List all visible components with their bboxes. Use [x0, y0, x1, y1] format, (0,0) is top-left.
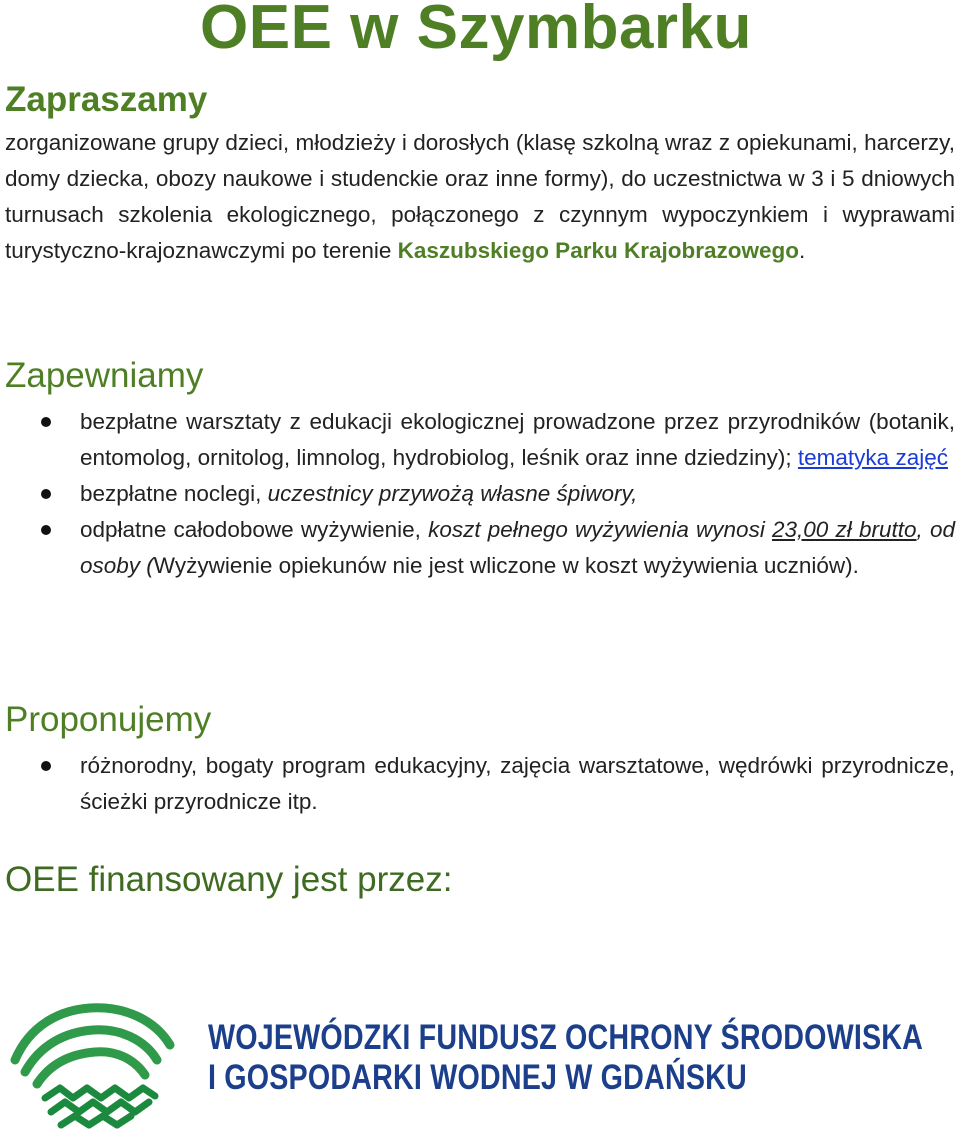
list-item	[5, 512, 955, 584]
lodging-note: uczestnicy przywożą własne śpiwory,	[267, 481, 638, 506]
topics-link[interactable]: tematyka zajęć	[797, 445, 948, 470]
propose-list	[5, 748, 955, 820]
meals-cost-text: koszt pełnego wyżywienia wynosi	[428, 517, 773, 542]
bullet-icon	[41, 761, 51, 771]
program-text: różnorodny, bogaty program edukacyjny, zajęcia warsztatowe, wędrówki przyrodnicze, ścieżki przyrodnicze itp.	[80, 753, 955, 814]
bullet-icon	[41, 525, 51, 535]
invite-text: zorganizowane grupy dzieci, młodzieży i dorosłych (klasę szkolną wraz z opiekunami, harcerzy, domy dziecka, obozy naukowe i studenckie oraz inne formy), do uczestnictwa w 3 i 5 dniowych turnusach szkolenia ekologicznego, połączonego z czynnym wypoczynkiem i wyprawami turystyczno-krajoznawczymi po terenie	[5, 130, 955, 263]
workshops-text: bezpłatne warsztaty z edukacji ekologicznej prowadzone przez przyrodników (botanik, entomolog, ornitolog, limnolog, hydrobiolog, leśnik oraz inne dziedziny);	[80, 409, 955, 470]
list-item	[5, 404, 955, 476]
heading-funded: OEE finansowany jest przez:	[5, 860, 453, 899]
funder-line-1: WOJEWÓDZKI FUNDUSZ OCHRONY ŚRODOWISKA	[208, 1018, 924, 1057]
invite-paragraph	[5, 125, 955, 269]
wfos-logo-icon	[5, 990, 185, 1130]
funder-name	[208, 1018, 923, 1098]
meals-price: 23,00 zł brutto	[772, 517, 917, 542]
ensure-list	[5, 404, 955, 584]
park-name: Kaszubskiego Parku Krajobrazowego	[397, 238, 799, 263]
bullet-icon	[41, 417, 51, 427]
meals-text: odpłatne całodobowe wyżywienie,	[80, 517, 429, 542]
heading-ensure: Zapewniamy	[5, 356, 204, 395]
list-item	[5, 476, 955, 512]
heading-invite: Zapraszamy	[5, 80, 208, 119]
page-title: OEE w Szymbarku	[200, 0, 752, 62]
meals-note: Wyżywienie opiekunów nie jest wliczone w koszt wyżywienia uczniów).	[153, 553, 859, 578]
bullet-icon	[41, 489, 51, 499]
lodging-text: bezpłatne noclegi,	[80, 481, 268, 506]
meals-per-person: , od osoby (	[80, 517, 955, 578]
invite-text-end: .	[799, 238, 806, 263]
funder-line-2: I GOSPODARKI WODNEJ W GDAŃSKU	[208, 1058, 747, 1097]
list-item	[5, 748, 955, 820]
heading-propose: Proponujemy	[5, 700, 212, 739]
